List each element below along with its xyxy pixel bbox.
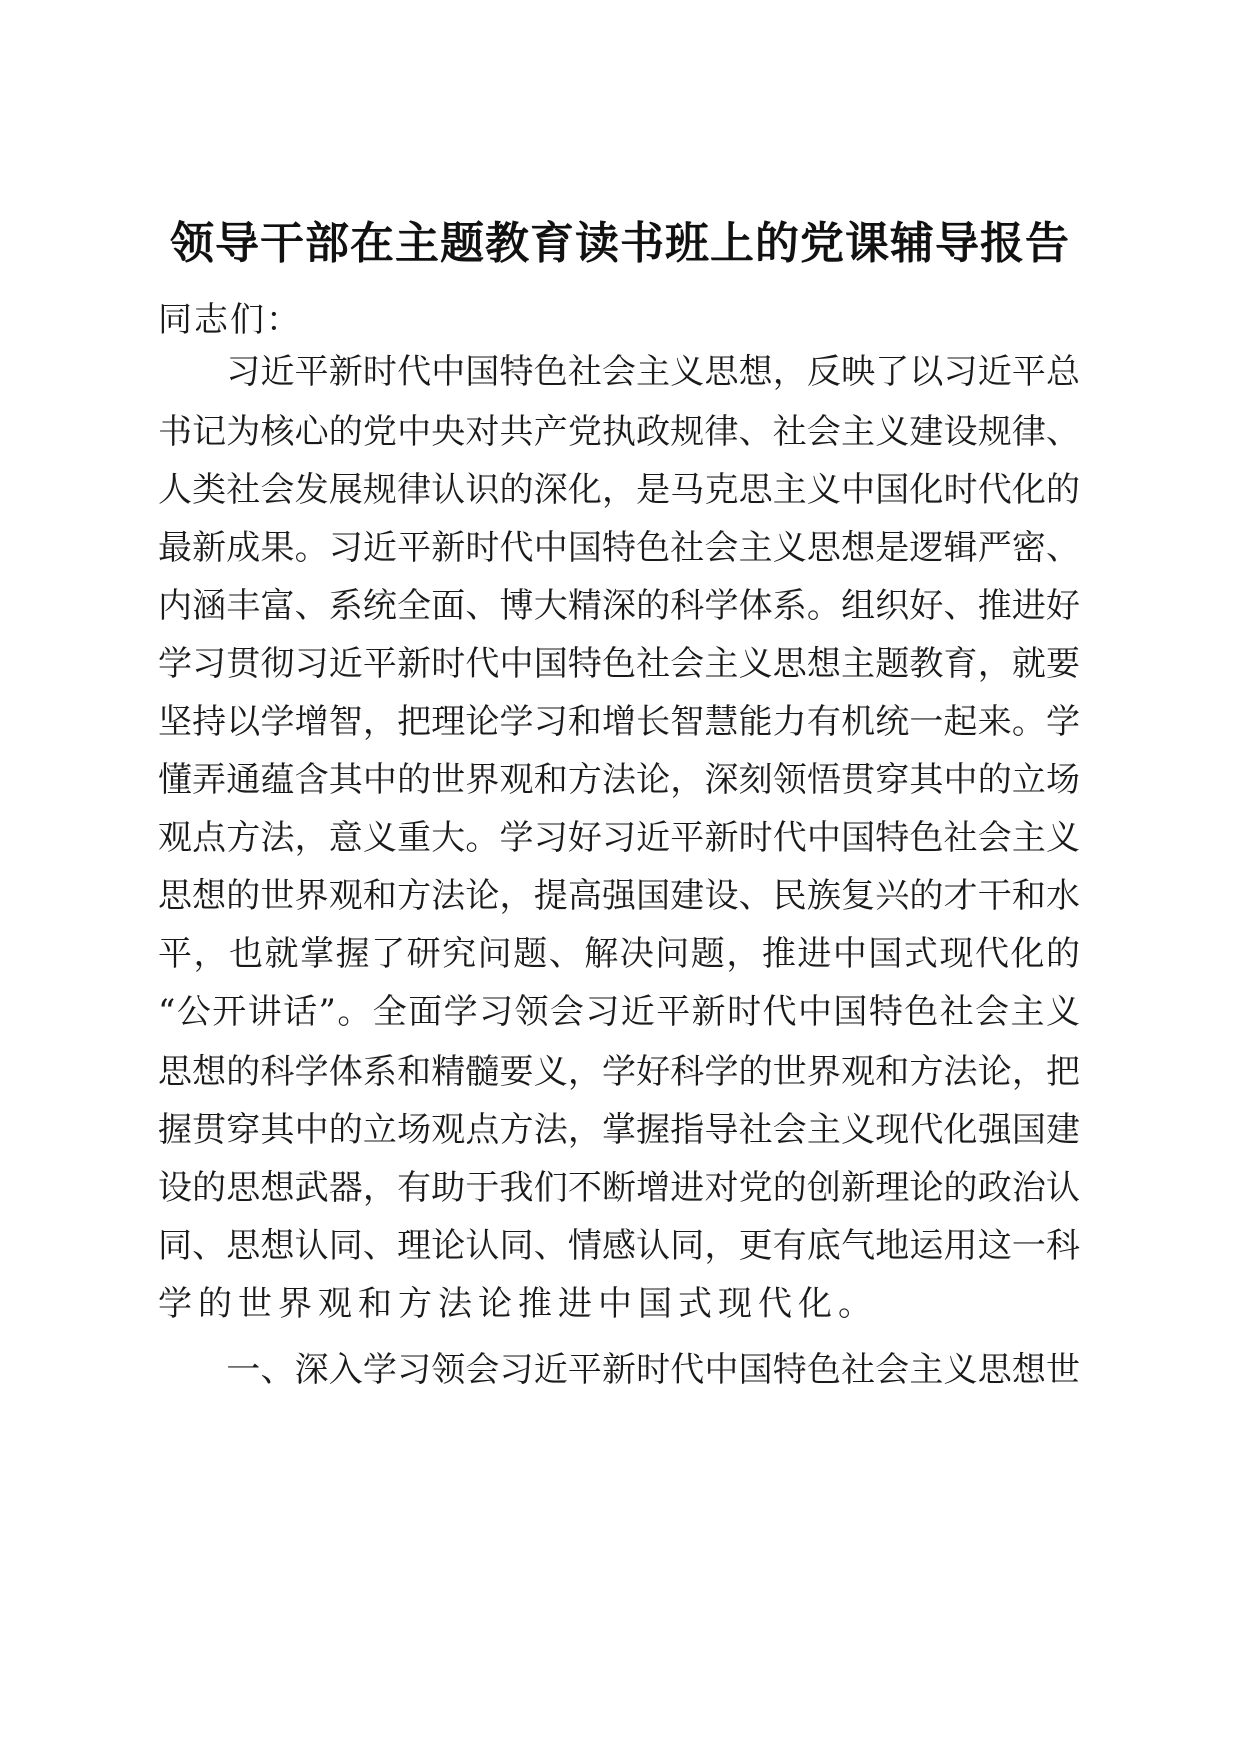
- paragraph-line: 坚持以学增智，把理论学习和增长智慧能力有机统一起来。学: [158, 702, 1080, 742]
- paragraph-line: 平，也就掌握了研究问题、解决问题，推进中国式现代化的: [158, 934, 1080, 974]
- document-title: 领导干部在主题教育读书班上的党课辅导报告: [170, 218, 1070, 269]
- paragraph-line: 同、思想认同、理论认同、情感认同，更有底气地运用这一科: [158, 1226, 1080, 1266]
- paragraph-line: 观点方法，意义重大。学习好习近平新时代中国特色社会主义: [158, 818, 1080, 858]
- paragraph-line: 人类社会发展规律认识的深化，是马克思主义中国化时代化的: [158, 470, 1080, 510]
- paragraph-line: 懂弄通蕴含其中的世界观和方法论，深刻领悟贯穿其中的立场: [158, 760, 1080, 800]
- section-heading: 一、深入学习领会习近平新时代中国特色社会主义思想世: [158, 1350, 1080, 1390]
- salutation: 同志们：: [158, 300, 302, 340]
- paragraph-line: 思想的科学体系和精髓要义，学好科学的世界观和方法论，把: [158, 1052, 1080, 1092]
- paragraph-line: 书记为核心的党中央对共产党执政规律、社会主义建设规律、: [158, 412, 1080, 452]
- paragraph-line: 思想的世界观和方法论，提高强国建设、民族复兴的才干和水: [158, 876, 1080, 916]
- paragraph-line: 最新成果。习近平新时代中国特色社会主义思想是逻辑严密、: [158, 528, 1080, 568]
- paragraph-line: 内涵丰富、系统全面、博大精深的科学体系。组织好、推进好: [158, 586, 1080, 626]
- paragraph-line: 学的世界观和方法论推进中国式现代化。: [158, 1284, 878, 1324]
- paragraph-line: 学习贯彻习近平新时代中国特色社会主义思想主题教育，就要: [158, 644, 1080, 684]
- paragraph-line: “公开讲话”。全面学习领会习近平新时代中国特色社会主义: [158, 992, 1080, 1032]
- paragraph-line: 习近平新时代中国特色社会主义思想，反映了以习近平总: [158, 352, 1080, 392]
- paragraph-line: 握贯穿其中的立场观点方法，掌握指导社会主义现代化强国建: [158, 1110, 1080, 1150]
- paragraph-line: 设的思想武器，有助于我们不断增进对党的创新理论的政治认: [158, 1168, 1080, 1208]
